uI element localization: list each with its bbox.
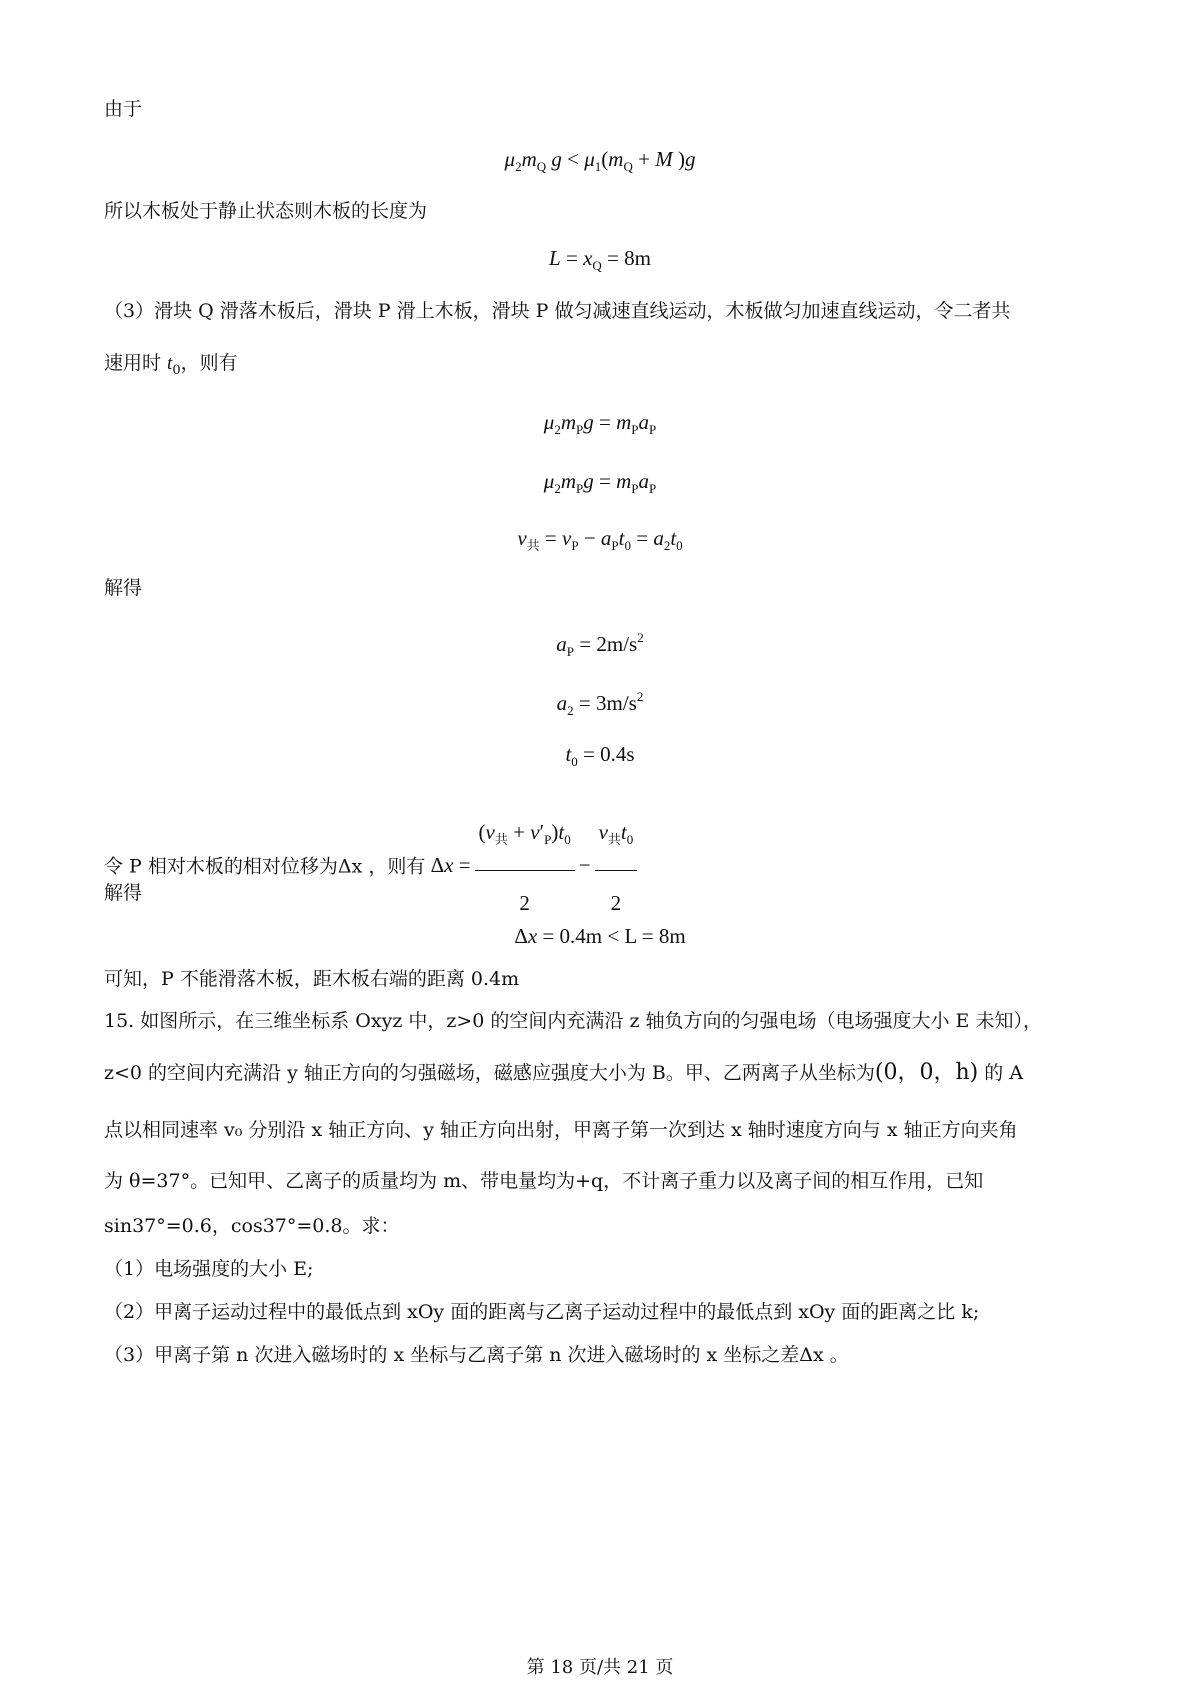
question-15-line: sin37°=0.6，cos37°=0.8。求：	[104, 1215, 400, 1237]
equation-friction-comparison: $\mu_2m_Q$ $g < \mu_1(m_Q + M$ )g	[504, 147, 696, 174]
equation-value: = 8m	[607, 246, 651, 270]
text-line: 解得	[104, 882, 143, 904]
equation-board-length: $L = x_Q = 8m$	[549, 246, 651, 273]
text-line: （3）滑块 Q 滑落木板后，滑块 P 滑上木板，滑块 P 做匀减速直线运动，木板做匀加速直线运动，令二者共	[104, 300, 1011, 322]
text-line: 速用时 $t_0$，则有	[104, 352, 238, 378]
equation-common-velocity: $v_共 = v_P - a_Pt_0 = a_2t_0$	[517, 526, 683, 553]
text-line: 可知，P 不能滑落木板，距木板右端的距离 0.4m	[104, 968, 520, 990]
question-15-line: 为 θ=37°。已知甲、乙离子的质量均为 m、带电量均为+q，不计离子重力以及离子间的相互作用，已知	[104, 1170, 984, 1192]
question-15-line: z<0 的空间内充满沿 y 轴正方向的匀强磁场，磁感应强度大小为 B。甲、乙两离子从坐标为(0，0，h) 的 A	[104, 1060, 1024, 1085]
equation-ap-result: $a_P = 2m/s^2$	[556, 630, 644, 659]
question-15-line: 15. 如图所示，在三维坐标系 Oxyz 中，z>0 的空间内充满沿 z 轴负方向的匀强电场（电场强度大小 E 未知），	[104, 1010, 1042, 1032]
text-line-with-fraction: 令 P 相对木板的相对位移为Δx ，则有 Δx = $\frac{(v_共 + v'_P)t_0}{2}$ − $\frac{v_共t_0}{2}$	[104, 804, 641, 931]
equation-a2-result: $a_2 = 3m/s^2$	[556, 689, 644, 718]
text-line: 所以木板处于静止状态则木板的长度为	[104, 200, 428, 222]
question-15-subpart-1: （1）电场强度的大小 E;	[104, 1258, 314, 1280]
equation-relative-displacement: Δx = 0.4m < L = 8m	[514, 924, 686, 948]
equation-p-acceleration: $\mu_2m_Pg = m_Pa_P$	[543, 410, 657, 437]
text-line: 由于	[104, 98, 143, 120]
text-line: 解得	[104, 577, 143, 599]
equation-t0-result: $t_0 = 0.4s$	[565, 742, 635, 769]
question-15-line: 点以相同速率 v₀ 分别沿 x 轴正方向、y 轴正方向出射，甲离子第一次到达 x 轴时速度方向与 x 轴正方向夹角	[104, 1119, 1018, 1141]
question-15-subpart-3: （3）甲离子第 n 次进入磁场时的 x 坐标与乙离子第 n 次进入磁场时的 x 坐标之差Δx 。	[104, 1344, 849, 1366]
question-15-subpart-2: （2）甲离子运动过程中的最低点到 xOy 面的距离与乙离子运动过程中的最低点到 xOy 面的距离之比 k;	[104, 1301, 980, 1323]
page-footer: 第 18 页/共 21 页	[526, 1657, 674, 1678]
equation-p-acceleration-repeat: $\mu_2m_Pg = m_Pa_P$	[543, 469, 657, 496]
